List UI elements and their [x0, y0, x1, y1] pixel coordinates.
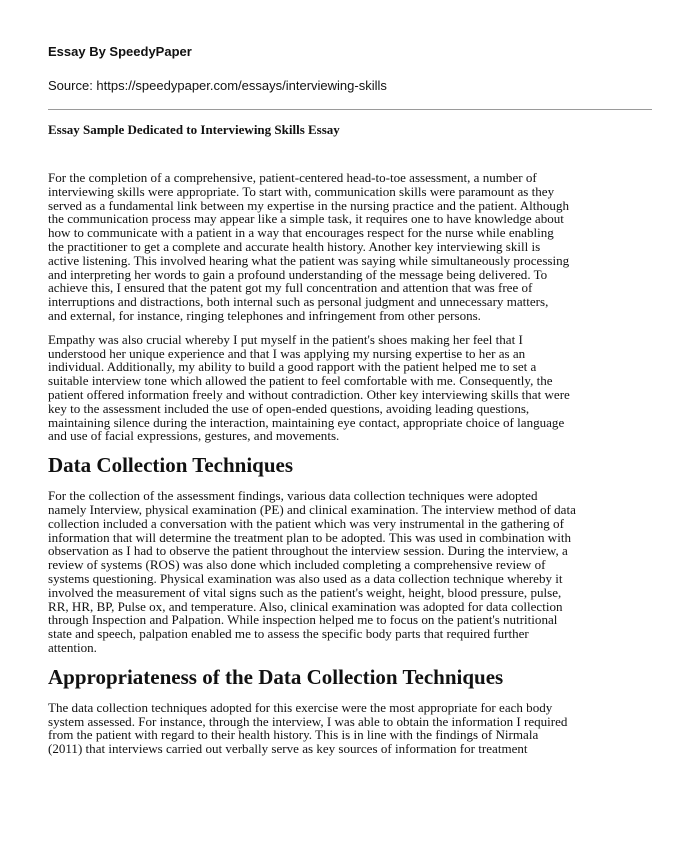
header-divider	[48, 109, 652, 110]
text-line: involved the measurement of vital signs such as the patient's weight, height, blood pressure, pulse,	[48, 584, 562, 600]
text-line: individual. Additionally, my ability to build a good rapport with the patient helped me to set a	[48, 359, 537, 375]
text-line: and interpreting her words to gain a profound understanding of the message being delivered. To	[48, 266, 548, 282]
brand-title: Essay By SpeedyPaper	[48, 44, 192, 59]
paragraph-data-collection	[48, 489, 656, 655]
text-line: Empathy was also crucial whereby I put myself in the patient's shoes making her feel that I	[48, 331, 523, 347]
heading-appropriateness: Appropriateness of the Data Collection Techniques	[48, 664, 504, 689]
text-line: maintaining silence during the interaction, maintaining eye contact, appropriate choice of language	[48, 414, 565, 430]
text-line: through Inspection and Palpation. While inspection helped me to focus on the patient's nutritional	[48, 612, 558, 628]
text-line: system assessed. For instance, through the interview, I was able to obtain the information I required	[48, 713, 568, 729]
text-line: review of systems (ROS) was also done which included completing a comprehensive review of	[48, 557, 546, 573]
text-line: patient offered information freely and without contradiction. Other key interviewing skills that were	[48, 386, 570, 402]
text-line: understood her unique experience and that I was applying my nursing expertise to her as an	[48, 345, 526, 361]
text-line: state and speech, palpation enabled me to assess the specific body parts that required further	[48, 626, 529, 642]
text-line: For the collection of the assessment findings, various data collection techniques were adopted	[48, 488, 538, 504]
text-line: interruptions and distractions, both internal such as personal judgment and unnecessary matters,	[48, 294, 549, 310]
text-line: systems questioning. Physical examination was also used as a data collection technique whereby it	[48, 570, 563, 586]
text-line: served as a fundamental link between my expertise in the nursing practice and the patient. Although	[48, 197, 569, 213]
text-line: RR, HR, BP, Pulse ox, and temperature. Also, clinical examination was adopted for data collection	[48, 598, 563, 614]
text-line: attention.	[48, 639, 97, 655]
essay-body	[48, 171, 656, 766]
text-line: interviewing skills were appropriate. To start with, communication skills were paramount as they	[48, 183, 555, 199]
paragraph-appropriateness	[48, 701, 656, 756]
text-line: key to the assessment included the use of open-ended questions, avoiding leading questions,	[48, 400, 530, 416]
text-line: (2011) that interviews carried out verbally serve as key sources of information for treatment	[48, 741, 528, 757]
text-line: the practitioner to get a complete and accurate health history. Another key interviewing skill is	[48, 238, 541, 254]
text-line: and use of facial expressions, gestures, and movements.	[48, 428, 340, 444]
source-line: Source: https://speedypaper.com/essays/interviewing-skills	[48, 78, 387, 93]
text-line: active listening. This involved hearing what the patient was saying while simultaneously processing	[48, 252, 570, 268]
text-line: observation as I had to observe the patient throughout the interview session. During the interview, a	[48, 543, 568, 559]
text-line: from the patient with regard to their health history. This is in line with the findings of Nirmala	[48, 727, 539, 743]
text-line: and external, for instance, ringing telephones and infringement from other persons.	[48, 307, 481, 323]
text-line: achieve this, I ensured that the patent got my full concentration and attention that was free of	[48, 280, 533, 296]
text-line: information that will determine the treatment plan to be adopted. This was used in combination with	[48, 529, 571, 545]
text-line: The data collection techniques adopted for this exercise were the most appropriate for each body	[48, 699, 553, 715]
text-line: how to communicate with a patient in a way that encourages respect for the nurse while enabling	[48, 225, 554, 241]
text-line: collection included a conversation with the patient which was very instrumental in the gathering of	[48, 515, 564, 531]
paragraph-empathy	[48, 333, 656, 443]
text-line: For the completion of a comprehensive, patient-centered head-to-toe assessment, a number of	[48, 170, 537, 185]
text-line: suitable interview tone which allowed the patient to feel comfortable with me. Consequently, the	[48, 373, 553, 389]
paragraph-interviewing-skills	[48, 171, 656, 323]
essay-title: Essay Sample Dedicated to Interviewing Skills Essay	[48, 122, 340, 137]
text-line: the communication process may appear like a simple task, it requires one to have knowledge about	[48, 211, 564, 227]
heading-data-collection-techniques: Data Collection Techniques	[48, 453, 294, 478]
text-line: namely Interview, physical examination (PE) and clinical examination. The interview method of data	[48, 501, 576, 517]
